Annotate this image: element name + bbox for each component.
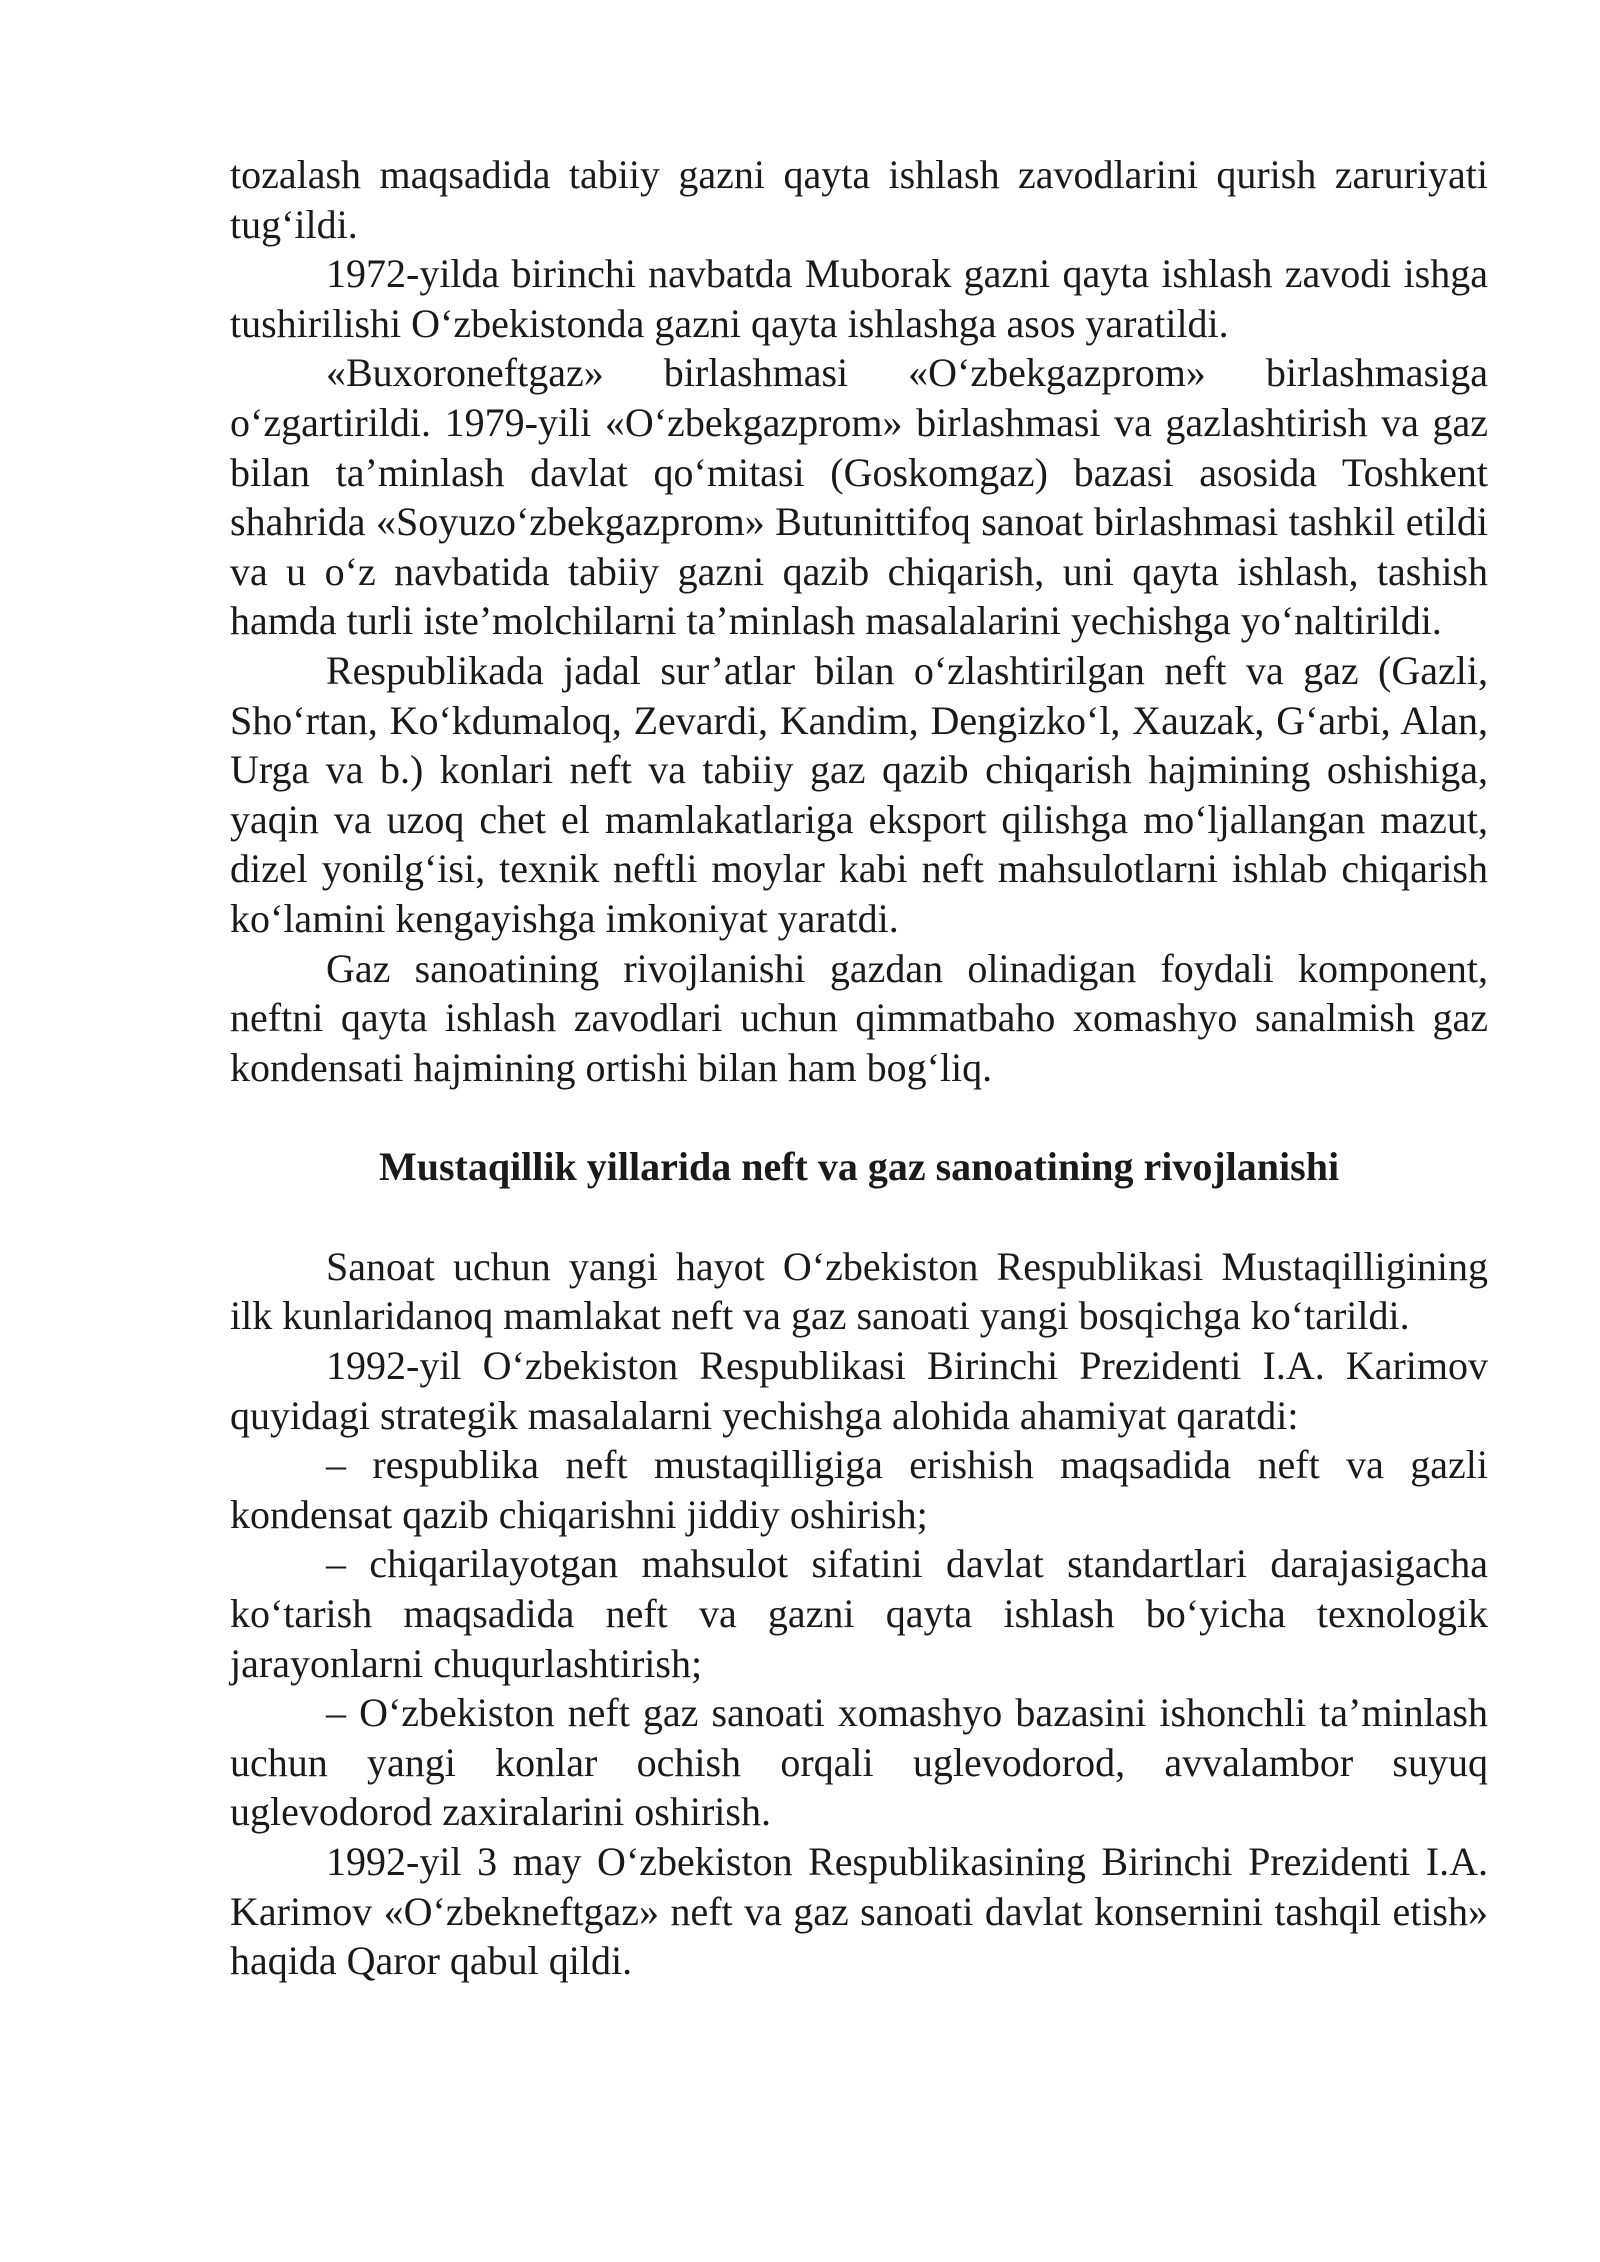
list-item-oil-independence: – respublika neft mustaqilligiga erishish maqsadida neft va gazli kondensat qazib chiqarishni jiddiy oshirish; [230,1442,1488,1537]
list-item-raw-material-base: – O‘zbekiston neft gaz sanoati xomashyo bazasini ishonchli ta’minlash uchun yangi konlar ochish orqali uglevodorod, avvalambor suyuq uglevodorod zaxiralarini oshirish. [230,1690,1488,1835]
paragraph-muborak-plant: 1972-yilda birinchi navbatda Muborak gazni qayta ishlash zavodi ishga tushirilishi O‘zbekistonda gazni qayta ishlashga asos yaratildi. [230,251,1488,346]
paragraph-gas-condensate: Gaz sanoatining rivojlanishi gazdan olinadigan foydali komponent, neftni qayta ishlash zavodlari uchun qimmatbaho xomashyo sanalmish gaz kondensati hajmining ortishi bilan ham bog‘liq. [230,945,1488,1090]
document-page [230,150,1488,1986]
paragraph-uzbekgazprom: «Buxoroneftgaz» birlashmasi «O‘zbekgazprom» birlashmasiga o‘zgartirildi. 1979-yili «O‘zbekgazprom» birlashmasi va gazlashtirish va gaz bilan ta’minlash davlat qo‘mitasi (Goskomgaz) bazasi asosida Toshkent shahrida «Soyuzo‘zbekgazprom» Butunittifoq sanoat birlashmasi tashkil etildi va u o‘z navbatida tabiiy gazni qazib chiqarish, uni qayta ishlash, tashish hamda turli iste’molchilarni ta’minlash masalalarini yechishga yo‘naltirildi. [230,350,1488,644]
paragraph-fields-development: Respublikada jadal sur’atlar bilan o‘zlashtirilgan neft va gaz (Gazli, Sho‘rtan, Ko‘kdumaloq, Zevardi, Kandim, Dengizko‘l, Xauzak, G‘arbi, Alan, Urga va b.) konlari neft va tabiiy gaz qazib chiqarish hajmining oshishiga, yaqin va uzoq chet el mamlakatlariga eksport qilishga mo‘ljallangan mazut, dizel yonilg‘isi, texnik neftli moylar kabi neft mahsulotlarni ishlab chiqarish ko‘lamini kengayishga imkoniyat yaratdi. [230,647,1488,941]
paragraph-strategic-tasks: 1992-yil O‘zbekiston Respublikasi Birinchi Prezidenti I.A. Karimov quyidagi strategik masalalarni yechishga alohida ahamiyat qaratdi: [230,1343,1488,1438]
section-heading: Mustaqillik yillarida neft va gaz sanoatining rivojlanishi [378,1144,1340,1190]
paragraph-decree-1992: 1992-yil 3 may O‘zbekiston Respublikasining Birinchi Prezidenti I.A. Karimov «O‘zbekneftgaz» neft va gaz sanoati davlat konsernini tashqil etish» haqida Qaror qabul qildi. [230,1839,1488,1984]
list-item-product-quality: – chiqarilayotgan mahsulot sifatini davlat standartlari darajasigacha ko‘tarish maqsadida neft va gazni qayta ishlash bo‘yicha texnologik jarayonlarni chuqurlashtirish; [230,1541,1488,1686]
paragraph-continuation: tozalash maqsadida tabiiy gazni qayta ishlash zavodlarini qurish zaruriyati tug‘ildi. [230,152,1488,247]
paragraph-independence: Sanoat uchun yangi hayot O‘zbekiston Respublikasi Mustaqilligining ilk kunlaridanoq mamlakat neft va gaz sanoati yangi bosqichga ko‘tarildi. [230,1243,1488,1339]
